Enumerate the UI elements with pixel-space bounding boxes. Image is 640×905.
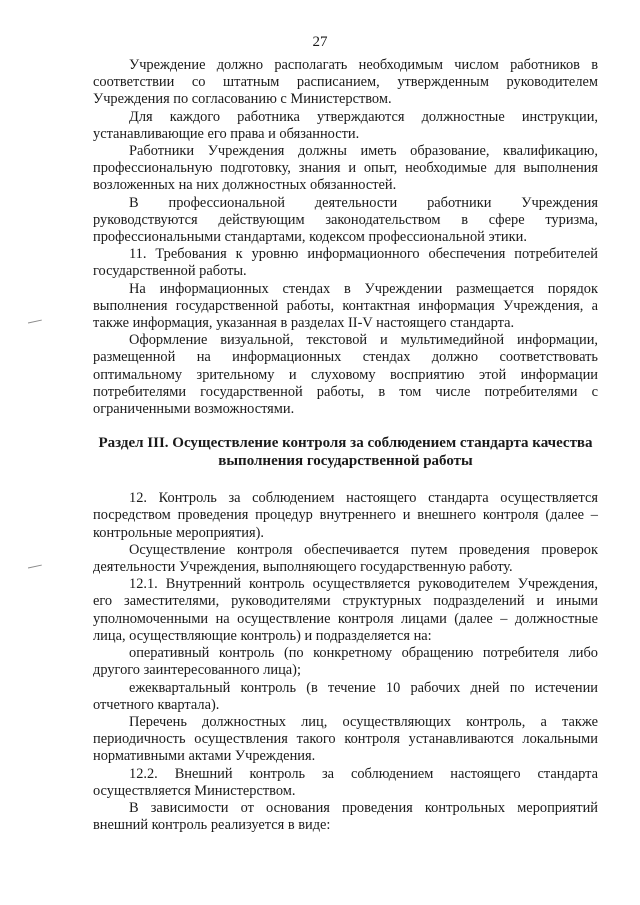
paragraph: В профессиональной деятельности работники Учреждения руководствуются действующим законодательством в сфере туризма, профессиональными стандартами, кодексом профессиональной этики. xyxy=(93,194,598,246)
paragraph: Для каждого работника утверждаются должностные инструкции, устанавливающие его права и обязанности. xyxy=(93,108,598,142)
paragraph: 11. Требования к уровню информационного обеспечения потребителей государственной работы. xyxy=(93,246,598,280)
scan-artifact-mark xyxy=(28,565,42,570)
paragraph: 12. Контроль за соблюдением настоящего стандарта осуществляется посредством проведения процедур внутреннего и внешнего контроля (далее – контрольные мероприятия). xyxy=(93,490,598,541)
paragraph: Работники Учреждения должны иметь образование, квалификацию, профессиональную подготовку, знания и опыт, необходимые для выполнения возложенных на них должностных обязанностей. xyxy=(93,143,598,194)
paragraph: 12.2. Внешний контроль за соблюдением настоящего стандарта осуществляется Министерством. xyxy=(93,765,598,799)
paragraph: оперативный контроль (по конкретному обращению потребителя либо другого заинтересованного лица); xyxy=(93,645,598,679)
scan-artifact-mark xyxy=(28,320,42,325)
section-heading: Раздел III. Осуществление контроля за соблюдением стандарта качества выполнения государственной работы xyxy=(98,435,593,470)
document-body xyxy=(93,57,598,834)
paragraph: 12.1. Внутренний контроль осуществляется руководителем Учреждения, его заместителями, руководителями структурных подразделений и иными уполномоченными на осуществление контроля лицами (далее – должностные лица, осуществляющие контроль) и подразделяется на: xyxy=(93,576,598,644)
paragraph: На информационных стендах в Учреждении размещается порядок выполнения государственной работы, контактная информация Учреждения, а также информация, указанная в разделах II-V настоящего стандарта. xyxy=(93,280,598,332)
paragraph: Осуществление контроля обеспечивается путем проведения проверок деятельности Учреждения, выполняющего государственную работу. xyxy=(93,541,598,576)
paragraph: Перечень должностных лиц, осуществляющих контроль, а также периодичность осуществления такого контроля устанавливаются локальными нормативными актами Учреждения. xyxy=(93,713,598,765)
page-number: 27 xyxy=(312,34,328,50)
paragraph: Оформление визуальной, текстовой и мультимедийной информации, размещенной на информационных стендах должно соответствовать оптимальному зрительному и слуховому восприятию этой информации потребителями государственной работы, в том числе потребителями с ограниченными возможностями. xyxy=(93,332,598,418)
paragraph: Учреждение должно располагать необходимым числом работников в соответствии со штатным расписанием, утвержденным руководителем Учреждения по согласованию с Министерством. xyxy=(93,57,598,108)
paragraph: В зависимости от основания проведения контрольных мероприятий внешний контроль реализуется в виде: xyxy=(93,799,598,834)
paragraph: ежеквартальный контроль (в течение 10 рабочих дней по истечении отчетного квартала). xyxy=(93,679,598,713)
